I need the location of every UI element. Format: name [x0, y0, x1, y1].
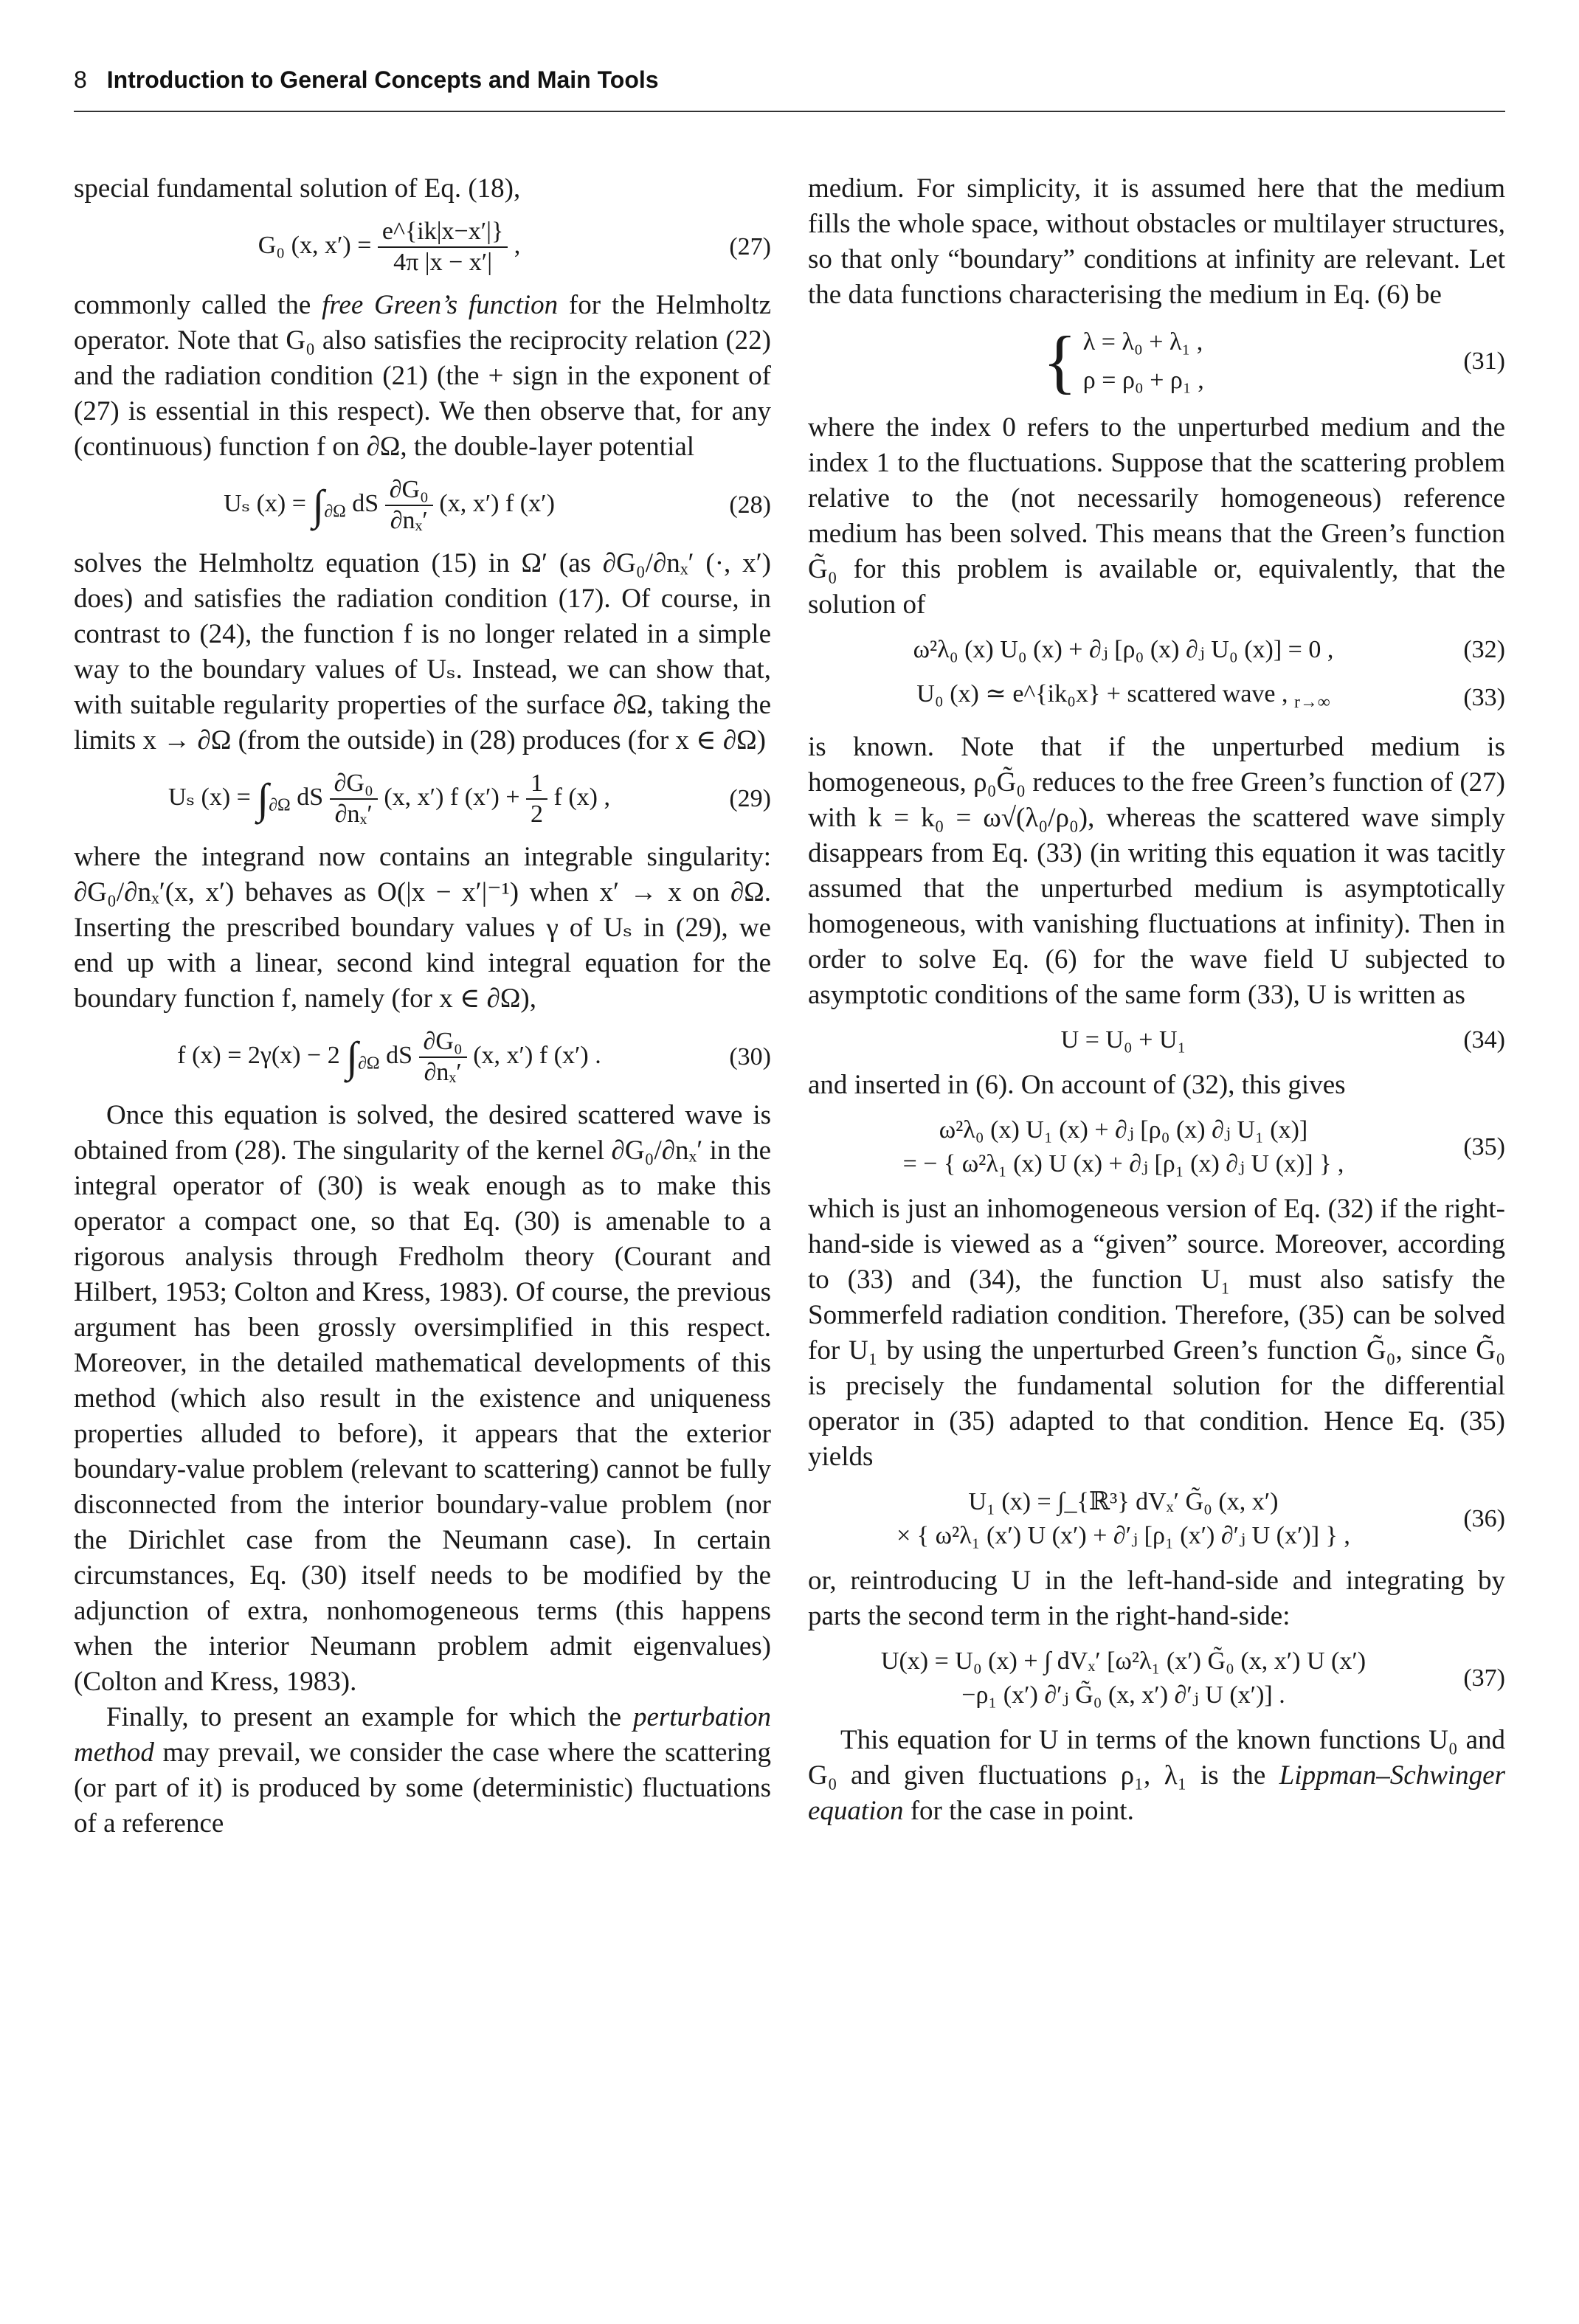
left-brace: { — [1043, 322, 1077, 401]
chapter-title: Introduction to General Concepts and Main Tools — [106, 66, 659, 93]
eq-term: (x, x′) f (x′) . — [473, 1041, 601, 1069]
text: commonly called the — [74, 290, 322, 320]
equation-number: (31) — [1463, 347, 1505, 375]
fraction-numerator: ∂G₀ — [419, 1027, 467, 1058]
italic-term: free Green’s function — [322, 290, 559, 320]
text: Finally, to present an example for which the — [106, 1702, 633, 1732]
equation-number: (37) — [1463, 1664, 1505, 1692]
equation-37 — [808, 1645, 1505, 1712]
paragraph — [74, 288, 771, 465]
equation-31 — [808, 323, 1505, 400]
eq-line: ω²λ₀ (x) U₀ (x) + ∂ⱼ [ρ₀ (x) ∂ⱼ U₀ (x)] = 0 , — [913, 636, 1334, 663]
fraction-numerator: ∂G₀ — [330, 769, 378, 800]
eq-line: = − { ω²λ₁ (x) U (x) + ∂ⱼ [ρ₁ (x) ∂ⱼ U (x)] } , — [902, 1149, 1344, 1177]
integral-domain: ∂Ω — [269, 795, 291, 815]
equation-number: (33) — [1463, 684, 1505, 712]
fraction-half — [526, 769, 547, 829]
eq-term: (x, x′) f (x′) — [439, 489, 555, 517]
equation-29 — [74, 769, 771, 829]
equation-number: (35) — [1463, 1132, 1505, 1161]
eq-tail: f (x) , — [553, 783, 610, 811]
text: for the case in point. — [903, 1795, 1134, 1826]
paragraph: solves the Helmholtz equation (15) in Ω′ (as ∂G₀/∂nₓ′ (·, x′) does) and satisfies the radiation condition (17). Of course, in contrast to (24), the function f is no longer related in a simple way to the boundary values of Uₛ. Instead, we can show that, with suitable regularity properties of the surface ∂Ω, taking the limits x → ∂Ω (from the outside) in (28) produces (for x ∈ ∂Ω) — [74, 548, 771, 755]
fraction-denominator: 4π |x − x′| — [393, 249, 493, 276]
integral-sign: ∫ — [312, 481, 325, 529]
eq-lhs: G₀ (x, x′) = — [258, 231, 372, 259]
equation-33 — [808, 677, 1505, 719]
equation-number: (29) — [729, 785, 771, 812]
paragraph: special fundamental solution of Eq. (18), — [74, 173, 521, 204]
eq-term: (x, x′) f (x′) + — [384, 783, 520, 811]
fraction — [385, 475, 433, 536]
running-header — [74, 66, 1505, 94]
integral-sign: ∫ — [346, 1033, 359, 1081]
equation-cases — [1083, 323, 1204, 400]
header-rule — [74, 111, 1505, 112]
limit-subscript: r→∞ — [1294, 692, 1330, 712]
fraction-denominator: ∂nₓ′ — [390, 507, 428, 534]
paragraph: Once this equation is solved, the desired scattered wave is obtained from (28). The singularity of the kernel ∂G₀/∂nₓ′ in the integral operator of (30) is weak enough as to make this operator a compact one, so that Eq. (30) is amenable to a rigorous analysis through Fredholm theory (Courant and Hilbert, 1953; Colton and Kress, 1983). Of course, the previous argument has been grossly oversimplified in this respect. Moreover, in the detailed mathematical developments of this method (which also result in the existence and uniqueness properties alluded to before), it appears that the exterior boundary-value problem (relevant to scattering) cannot be fully disconnected from the interior boundary-value problem (nor the Dirichlet case from the Neumann case). In certain circumstances, Eq. (30) itself needs to be modified by the adjunction of extra, nonhomogeneous terms (this happens when the interior Neumann problem admit eigenvalues) (Colton and Kress, 1983). — [74, 1100, 771, 1697]
equation-27 — [74, 217, 771, 277]
fraction — [378, 217, 508, 277]
fraction-numerator: e^{ik|x−x′|} — [378, 217, 508, 248]
equation-number: (34) — [1463, 1026, 1505, 1054]
paragraph — [808, 1723, 1505, 1829]
paragraph: medium. For simplicity, it is assumed here that the medium fills the whole space, without obstacles or multilayer structures, so that only “boundary” conditions at infinity are relevant. Let the data functions characterising the medium in Eq. (6) be — [808, 173, 1505, 310]
equation-36 — [808, 1485, 1505, 1553]
equation-28 — [74, 475, 771, 536]
equation-number: (27) — [729, 233, 771, 260]
eq-line: U(x) = U₀ (x) + ∫ dVₓ′ [ω²λ₁ (x′) G̃₀ (x, x′) U (x′) — [880, 1647, 1366, 1675]
fraction-numerator: ∂G₀ — [385, 475, 433, 506]
eq-term: dS — [297, 783, 324, 811]
eq-lhs: Uₛ (x) = — [224, 489, 306, 517]
eq-line: × { ω²λ₁ (x′) U (x′) + ∂′ⱼ [ρ₁ (x′) ∂′ⱼ U (x′)] } , — [896, 1521, 1350, 1549]
text: may prevail, we consider the case where the scattering (or part of it) is produced by some (deterministic) fluctuations of a reference — [74, 1737, 771, 1839]
fraction — [419, 1027, 467, 1087]
paragraph: is known. Note that if the unperturbed medium is homogeneous, ρ₀G̃₀ reduces to the free Green’s function of (27) with k = k₀ = ω√(λ₀/ρ₀), whereas the scattered wave simply disappears from Eq. (33) (in writing this equation it was tacitly assumed that the unperturbed medium is asymptotically homogeneous, with vanishing fluctuations at infinity). Then in order to solve Eq. (6) for the wave field U subjected to asymptotic conditions of the same form (33), U is written as — [808, 731, 1505, 1010]
eq-line: −ρ₁ (x′) ∂′ⱼ G̃₀ (x, x′) ∂′ⱼ U (x′)] . — [961, 1681, 1285, 1709]
paragraph: where the index 0 refers to the unperturbed medium and the index 1 to the fluctuations. Suppose that the scattering problem relative to the (not necessarily homogeneous) reference medium has been solved. This means that the Green’s function G̃₀ for this problem is available or, equivalently, that the solution of — [808, 412, 1505, 620]
text: for the Helmholtz operator. Note that G₀ also satisfies the reciprocity relation (22) and the radiation condition (21) (the + sign in the exponent of (27) is essential in this respect). We then observe that, for any (continuous) function f on ∂Ω, the double-layer potential — [74, 290, 771, 462]
paragraph: where the integrand now contains an integrable singularity: ∂G₀/∂nₓ′(x, x′) behaves as O(|x − x′|⁻¹) when x′ → x on ∂Ω. Inserting the prescribed boundary values γ of Uₛ in (29), we end up with a linear, second kind integral equation for the boundary function f, namely (for x ∈ ∂Ω), — [74, 842, 771, 1014]
equation-30 — [74, 1027, 771, 1087]
fraction-denominator: ∂nₓ′ — [424, 1059, 462, 1086]
text: This equation for U in terms of the known functions U₀ and G₀ and given fluctuations ρ₁, λ₁ is the — [808, 1724, 1505, 1791]
eq-lhs: Uₛ (x) = — [168, 783, 251, 811]
eq-line: ω²λ₀ (x) U₁ (x) + ∂ⱼ [ρ₀ (x) ∂ⱼ U₁ (x)] — [939, 1116, 1308, 1144]
paragraph: or, reintroducing U in the left-hand-side and integrating by parts the second term in the right-hand-side: — [808, 1565, 1505, 1631]
equation-32 — [808, 633, 1505, 667]
eq-term: dS — [352, 489, 379, 517]
fraction — [330, 769, 378, 829]
fraction-numerator: 1 — [526, 769, 547, 800]
fraction-denominator: ∂nₓ′ — [334, 800, 373, 828]
paragraph: which is just an inhomogeneous version of Eq. (32) if the right-hand-side is viewed as a “given” source. Moreover, according to (33) and (34), the function U₁ must also satisfy the Sommerfeld radiation condition. Therefore, (35) can be solved for U₁ by using the unperturbed Green’s function G̃₀, since G̃₀ is precisely the fundamental solution for the differential operator in (35) adapted to that condition. Hence Eq. (35) yields — [808, 1193, 1505, 1472]
right-column — [808, 171, 1505, 1829]
left-column — [74, 171, 771, 1841]
italic-term: Lippman–Schwinger equation — [808, 1760, 1505, 1826]
equation-number: (30) — [729, 1043, 771, 1071]
eq-line: U = U₀ + U₁ — [1060, 1026, 1186, 1054]
equation-number: (28) — [729, 491, 771, 519]
eq-line: U₀ (x) ≃ e^{ik₀x} + scattered wave , — [916, 680, 1288, 708]
equation-34 — [808, 1023, 1505, 1057]
fraction-denominator: 2 — [531, 800, 543, 828]
eq-tail: , — [514, 231, 521, 259]
equation-number: (32) — [1463, 636, 1505, 663]
eq-line: ρ = ρ₀ + ρ₁ , — [1082, 367, 1204, 394]
equation-35 — [808, 1113, 1505, 1181]
eq-line: U₁ (x) = ∫_{ℝ³} dVₓ′ G̃₀ (x, x′) — [968, 1487, 1279, 1515]
integral-domain: ∂Ω — [358, 1054, 380, 1073]
eq-line: λ = λ₀ + λ₁ , — [1082, 328, 1203, 356]
integral-sign: ∫ — [257, 775, 269, 823]
italic-term: perturbation method — [74, 1702, 771, 1768]
eq-term: dS — [386, 1041, 413, 1069]
eq-lhs: f (x) = 2γ(x) − 2 — [177, 1041, 340, 1069]
page-number: 8 — [74, 66, 87, 93]
paragraph — [74, 1700, 771, 1841]
integral-domain: ∂Ω — [324, 502, 346, 522]
equation-number: (36) — [1463, 1504, 1505, 1532]
paragraph: and inserted in (6). On account of (32), this gives — [808, 1069, 1346, 1100]
